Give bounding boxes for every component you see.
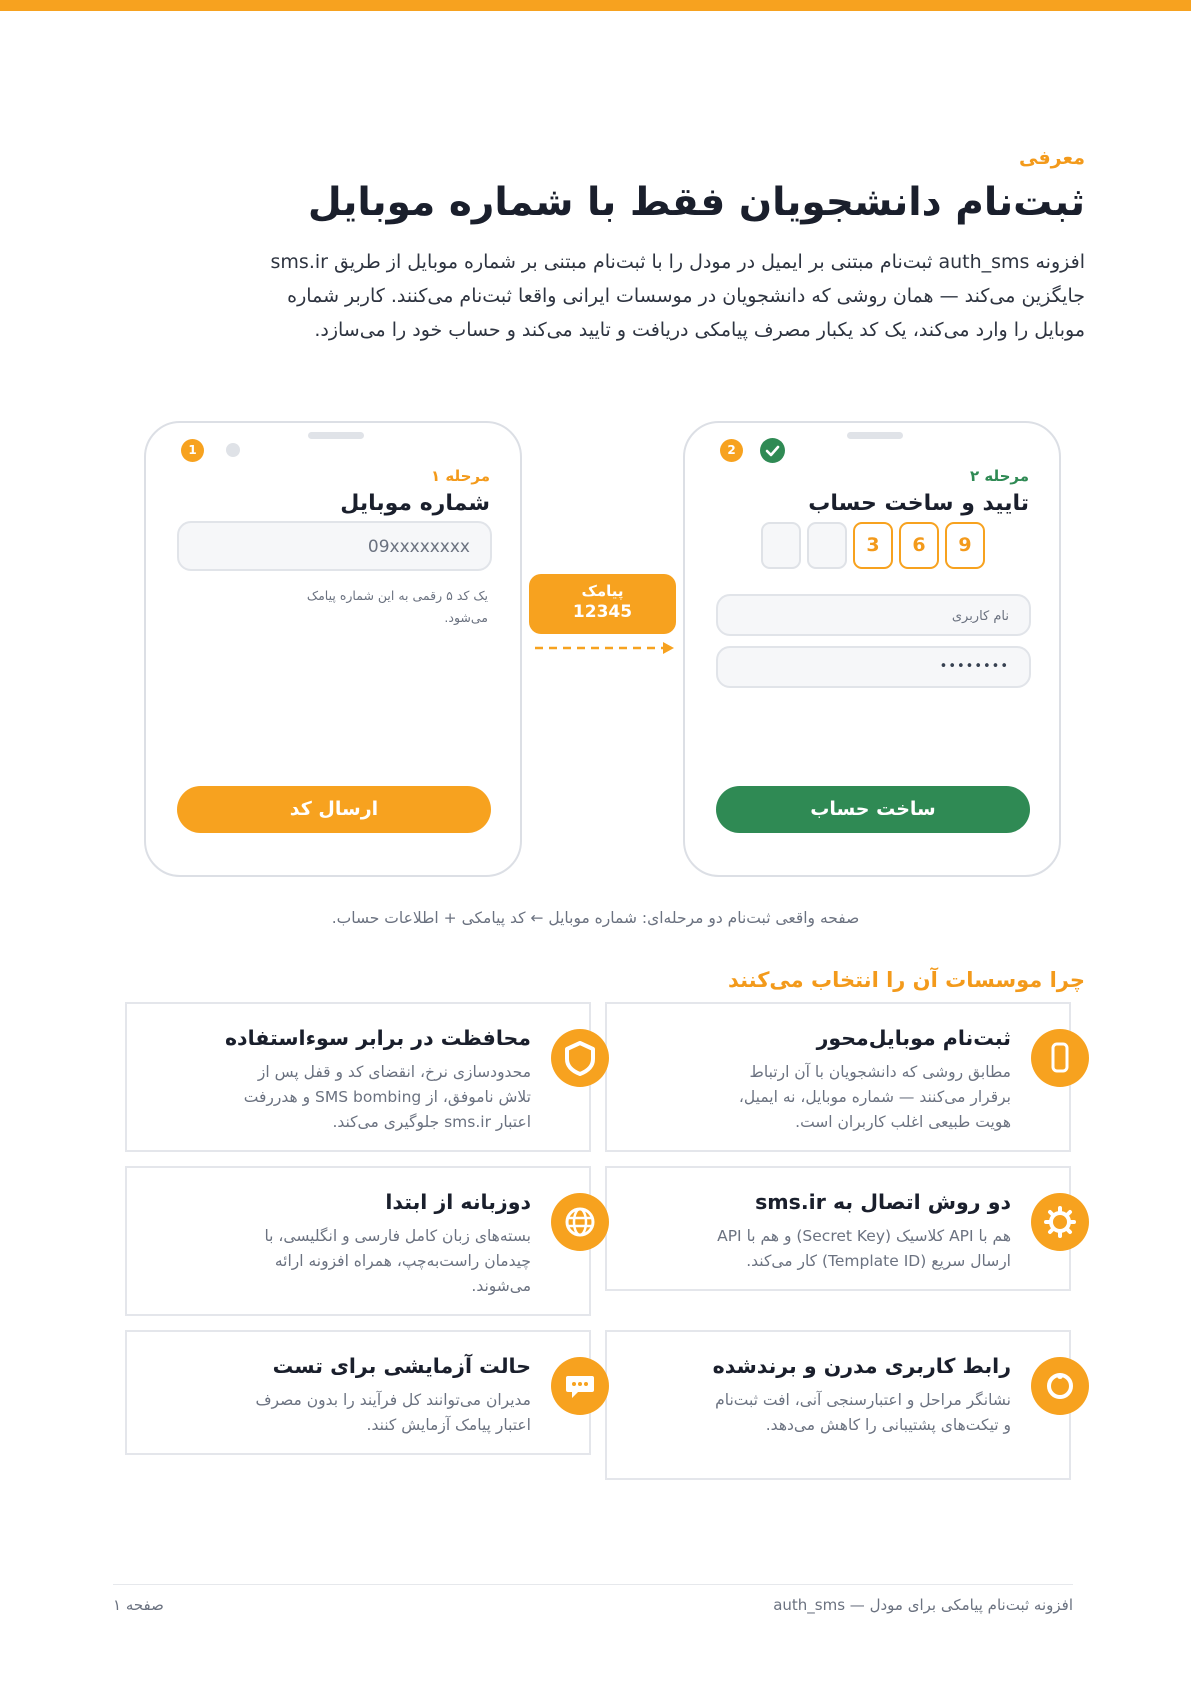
feature-card <box>125 1166 591 1316</box>
phone-notch <box>308 432 364 439</box>
step-number-badge: 2 <box>720 439 743 462</box>
section-kicker: معرفی <box>1019 147 1085 169</box>
username-input[interactable] <box>716 594 1031 636</box>
create-account-button[interactable]: ساخت حساب <box>716 786 1030 833</box>
feature-title: دوزبانه از ابتدا <box>385 1190 531 1214</box>
gear-icon <box>1031 1193 1089 1251</box>
intro-paragraph: افزونه auth_sms ثبت‌نام مبتنی بر ایمیل در مودل را با ثبت‌نام مبتنی بر شماره موبایل از طریق sms.ir جایگزین می‌کند — همان روشی که دانشجویان در موسسات ایرانی واقعا ثبت‌نام می‌کنند. کاربر شماره موبایل را وارد می‌کند، یک کد یکبار مصرف پیامکی دریافت و تایید می‌کند و حساب خود را می‌سازد. <box>270 251 1085 341</box>
feature-title: رابط کاربری مدرن و برندشده <box>712 1354 1011 1378</box>
feature-title: محافظت در برابر سوءاستفاده <box>224 1026 531 1050</box>
otp-digit-box[interactable]: 3 <box>853 522 893 569</box>
top-accent-bar <box>0 0 1191 11</box>
footer-divider <box>113 1584 1073 1585</box>
step-title: شماره موبایل <box>340 491 490 516</box>
sms-flow-arrow-icon <box>533 640 675 656</box>
step-label: مرحله ۲ <box>969 467 1029 485</box>
palette-icon <box>1031 1357 1089 1415</box>
check-icon <box>760 438 785 463</box>
password-input[interactable] <box>716 646 1031 688</box>
feature-card <box>605 1330 1071 1480</box>
phone-mockup-step2 <box>683 421 1061 877</box>
feature-body: هم با API کلاسیک (Secret Key) و هم با API ارسال سریع (Template ID) کار می‌کند. <box>717 1227 1011 1270</box>
phone-notch <box>847 432 903 439</box>
otp-digit-box[interactable] <box>761 522 801 569</box>
shield-icon <box>551 1029 609 1087</box>
feature-card <box>605 1166 1071 1291</box>
feature-body: محدودسازی نرخ، انقضای کد و قفل پس از تلاش ناموفق، از SMS bombing و هدررفت اعتبار sms.ir جلوگیری می‌کند. <box>243 1063 531 1131</box>
otp-digit-box[interactable] <box>807 522 847 569</box>
feature-card <box>125 1002 591 1152</box>
feature-body: مطابق روشی که دانشجویان با آن ارتباط برقرار می‌کنند — شماره موبایل، نه ایمیل، هویت طبیعی اغلب کاربران است. <box>738 1063 1011 1131</box>
phone-hint-text: یک کد ۵ رقمی به این شماره پیامک می‌شود. <box>306 588 488 625</box>
phone-number-value: 09xxxxxxxx <box>367 537 470 557</box>
sms-message-bubble <box>529 574 676 634</box>
send-code-button[interactable]: ارسال کد <box>177 786 491 833</box>
footer-doc-title: افزونه ثبت‌نام پیامکی برای مودل — auth_sms <box>773 1596 1073 1614</box>
sms-code: 12345 <box>572 602 633 622</box>
step-number-badge: 1 <box>181 439 204 462</box>
globe-icon <box>551 1193 609 1251</box>
footer-page-number: صفحه ۱ <box>113 1596 164 1614</box>
feature-body: بسته‌های زبان کامل فارسی و انگلیسی، با چیدمان راست‌به‌چپ، همراه افزونه ارائه می‌شوند. <box>264 1227 531 1295</box>
step-title: تایید و ساخت حساب <box>808 491 1029 516</box>
feature-card <box>125 1330 591 1455</box>
feature-body: نشانگر مراحل و اعتبارسنجی آنی، افت ثبت‌نام و تیکت‌های پشتیبانی را کاهش می‌دهد. <box>715 1391 1011 1434</box>
username-placeholder: نام کاربری <box>951 609 1009 624</box>
step-indicator-dot <box>226 443 240 457</box>
step-label: مرحله ۱ <box>430 467 490 485</box>
phone-mockup-step1 <box>144 421 522 877</box>
features-section-title: چرا موسسات آن را انتخاب می‌کنند <box>727 968 1085 992</box>
sms-label: پیامک <box>581 582 624 600</box>
otp-digit-box[interactable]: 9 <box>945 522 985 569</box>
feature-body: مدیران می‌توانند کل فرآیند را بدون مصرف اعتبار پیامک آزمایش کنند. <box>255 1391 531 1434</box>
password-mask: •••••••• <box>939 659 1009 674</box>
otp-digit-box[interactable]: 6 <box>899 522 939 569</box>
chat-icon <box>551 1357 609 1415</box>
feature-title: دو روش اتصال به sms.ir <box>755 1190 1011 1214</box>
feature-title: حالت آزمایشی برای تست <box>272 1354 531 1378</box>
figure-caption: صفحه واقعی ثبت‌نام دو مرحله‌ای: شماره موبایل ← کد پیامکی + اطلاعات حساب. <box>331 909 860 927</box>
feature-title: ثبت‌نام موبایل‌محور <box>816 1026 1011 1050</box>
feature-card <box>605 1002 1071 1152</box>
mobile-icon <box>1031 1029 1089 1087</box>
page-title: ثبت‌نام دانشجویان فقط با شماره موبایل <box>307 180 1085 225</box>
phone-number-input[interactable] <box>177 521 492 571</box>
